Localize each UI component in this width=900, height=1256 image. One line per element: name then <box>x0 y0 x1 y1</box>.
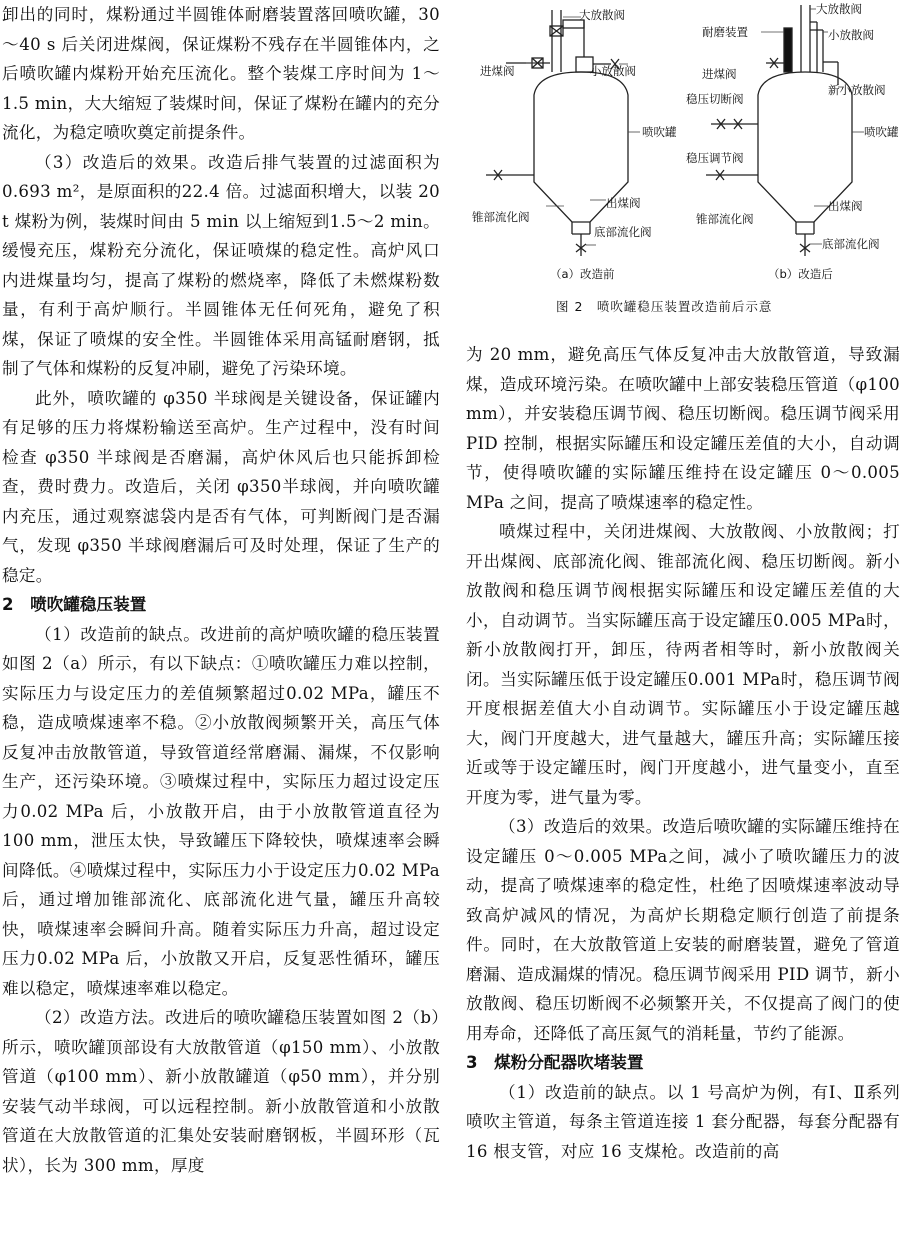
label-coal-inlet-valve: 进煤阀 <box>480 64 515 78</box>
wear-resistant-device <box>784 28 792 72</box>
label-wear-device: 耐磨装置 <box>702 25 748 39</box>
label-small-vent-valve: 小放散阀 <box>828 28 874 42</box>
label-injection-tank: 喷吹罐 <box>642 125 677 139</box>
paragraph: （1）改造前的缺点。改进前的高炉喷吹罐的稳压装置如图 2（a）所示，有以下缺点：①喷吹罐压力难以控制，实际压力与设定压力的差值频繁超过0.02 MPa，罐压不稳，造成喷煤速率不稳。②小放散阀频繁开关，高压气体反复冲击放散管道，导致管道经常磨漏、漏煤，不仅影响生产，还污染环境。③喷煤过程中，实际压力超过设定压力0.02 MPa 后，小放散开启，由于小放散管道直径为 100 mm，泄压太快，导致罐压下降较快，喷煤速率会瞬间降低。④喷煤过程中，实际压力小于设定压力0.02 MPa 后，通过增加锥部流化、底部流化进气量，罐压升高较快，喷煤速率会瞬间升高。随着实际压力升高，超过设定压力0.02 MPa 后，小放散又开启，反复恶性循环，罐压难以稳定，喷煤速率难以稳定。 <box>2 624 440 998</box>
section-heading: 3 煤粉分配器吹堵装置 <box>466 1053 644 1072</box>
caption-a: （a）改造前 <box>550 267 615 281</box>
label-stabilizing-control-valve: 稳压调节阀 <box>686 151 744 165</box>
right-column <box>466 0 900 1166</box>
paragraph: （2）改造方法。改进后的喷吹罐稳压装置如图 2（b）所示，喷吹罐顶部设有大放散管道（φ150 mm）、小放散管道（φ100 mm）、新小放散罐道（φ50 mm），并分别安装气动半球阀，可以远程控制。新小放散管道和小放散管道在大放散管道的汇集处安装耐磨钢板，半圆环形（瓦状），长为 300 mm，厚度 <box>2 1008 440 1175</box>
label-new-small-vent-valve: 新小放散阀 <box>828 83 886 97</box>
figure-title: 图 2 喷吹罐稳压装置改造前后示意 <box>556 299 773 314</box>
paragraph: 为 20 mm，避免高压气体反复冲击大放散管道，导致漏煤，造成环境污染。在喷吹罐中上部安装稳压管道（φ100 mm），并安装稳压调节阀、稳压切断阀。稳压调节阀采用 PID 控制，根据实际罐压和设定罐压差值的大小，自动调节，使得喷吹罐的实际罐压维持在设定罐压 0～0.005 MPa 之间，提高了喷煤速率的稳定性。 <box>466 345 900 512</box>
label-coal-inlet-valve: 进煤阀 <box>702 67 737 81</box>
label-coal-outlet-valve: 出煤阀 <box>606 196 641 210</box>
paragraph: 喷煤过程中，关闭进煤阀、大放散阀、小放散阀；打开出煤阀、底部流化阀、锥部流化阀、稳压切断阀。新小放散阀和稳压调节阀根据实际罐压和设定罐压差值的大小，自动调节。当实际罐压高于设定罐压0.005 MPa时，新小放散阀打开，卸压，待两者相等时，新小放散阀关闭。当实际罐压低于设定罐压0.001 MPa时，稳压调节阀开度根据差值大小自动调节。实际罐压小于设定罐压越大，阀门开度越大，进气量越大，罐压升高；实际罐压接近或等于设定罐压时，阀门开度越小，进气量变小，直至开度为零，进气量为零。 <box>466 522 900 807</box>
figure-diagram <box>466 0 900 340</box>
label-coal-outlet-valve: 出煤阀 <box>828 199 863 213</box>
label-bottom-fluidizing-valve: 底部流化阀 <box>594 225 652 239</box>
label-stabilizing-cutoff-valve: 稳压切断阀 <box>686 92 744 106</box>
label-cone-fluidizing-valve: 锥部流化阀 <box>696 212 754 226</box>
paragraph: （1）改造前的缺点。以 1 号高炉为例，有Ⅰ、Ⅱ系列喷吹主管道，每条主管道连接 1 套分配器，每套分配器有 16 根支管，对应 16 支煤枪。改造前的高 <box>466 1082 900 1161</box>
paragraph: （3）改造后的效果。改造后喷吹罐的实际罐压维持在设定罐压 0～0.005 MPa之间，减小了喷吹罐压力的波动，提高了喷煤速率的稳定性，杜绝了因喷煤速率波动导致高炉减风的情况，为高炉长期稳定顺行创造了前提条件。同时，在大放散管道上安装的耐磨装置，避免了管道磨漏、造成漏煤的情况。稳压调节阀采用 PID 调节，新小放散阀、稳压切断阀不必频繁开关，不仅提高了阀门的使用寿命，还降低了高压氮气的消耗量，节约了能源。 <box>466 817 900 1043</box>
figure-2 <box>466 0 900 340</box>
label-injection-tank: 喷吹罐 <box>864 125 899 139</box>
label-small-vent-valve: 小放散阀 <box>590 64 636 78</box>
leader-lines <box>526 9 864 245</box>
label-big-vent-valve: 大放散阀 <box>579 8 625 22</box>
paragraph: 此外，喷吹罐的 φ350 半球阀是关键设备，保证罐内有足够的压力将煤粉输送至高炉。生产过程中，没有时间检查 φ350 半球阀是否磨漏，高炉休风后也只能拆卸检查，费时费力。改造后，关闭 φ350半球阀，并向喷吹罐内充压，通过观察滤袋内是否有气体，可判断阀门是否漏气，发现 φ350 半球阀磨漏后可及时处理，保证了生产的稳定。 <box>2 388 440 585</box>
left-column <box>2 0 440 1180</box>
paragraph: 卸出的同时，煤粉通过半圆锥体耐磨装置落回喷吹罐，30～40 s 后关闭进煤阀，保证煤粉不残存在半圆锥体内，之后喷吹罐内煤粉开始充压流化。整个装煤工序时间为 1～1.5 min，大大缩短了装煤时间，保证了煤粉在罐内的充分流化，为稳定喷吹奠定前提条件。 <box>2 5 440 142</box>
caption-b: （b）改造后 <box>768 267 833 281</box>
paragraph: （3）改造后的效果。改造后排气装置的过滤面积为0.693 m²，是原面积的22.4 倍。过滤面积增大，以装 20 t 煤粉为例，装煤时间由 5 min 以上缩短到1.5～2 min。缓慢充压，煤粉充分流化，保证喷煤的稳定性。高炉风口内进煤量均匀，提高了煤粉的燃烧率，降低了未燃煤粉数量，有利于高炉顺行。半圆锥体无任何死角，避免了积煤，保证了喷煤的安全性。半圆锥体采用高锰耐磨钢，抵制了气体和煤粉的反复冲刷，避免了污染环境。 <box>2 152 440 378</box>
label-bottom-fluidizing-valve: 底部流化阀 <box>822 237 880 251</box>
label-big-vent-valve: 大放散阀 <box>816 2 862 16</box>
section-heading: 2 喷吹罐稳压装置 <box>2 595 147 614</box>
label-cone-fluidizing-valve: 锥部流化阀 <box>472 210 530 224</box>
